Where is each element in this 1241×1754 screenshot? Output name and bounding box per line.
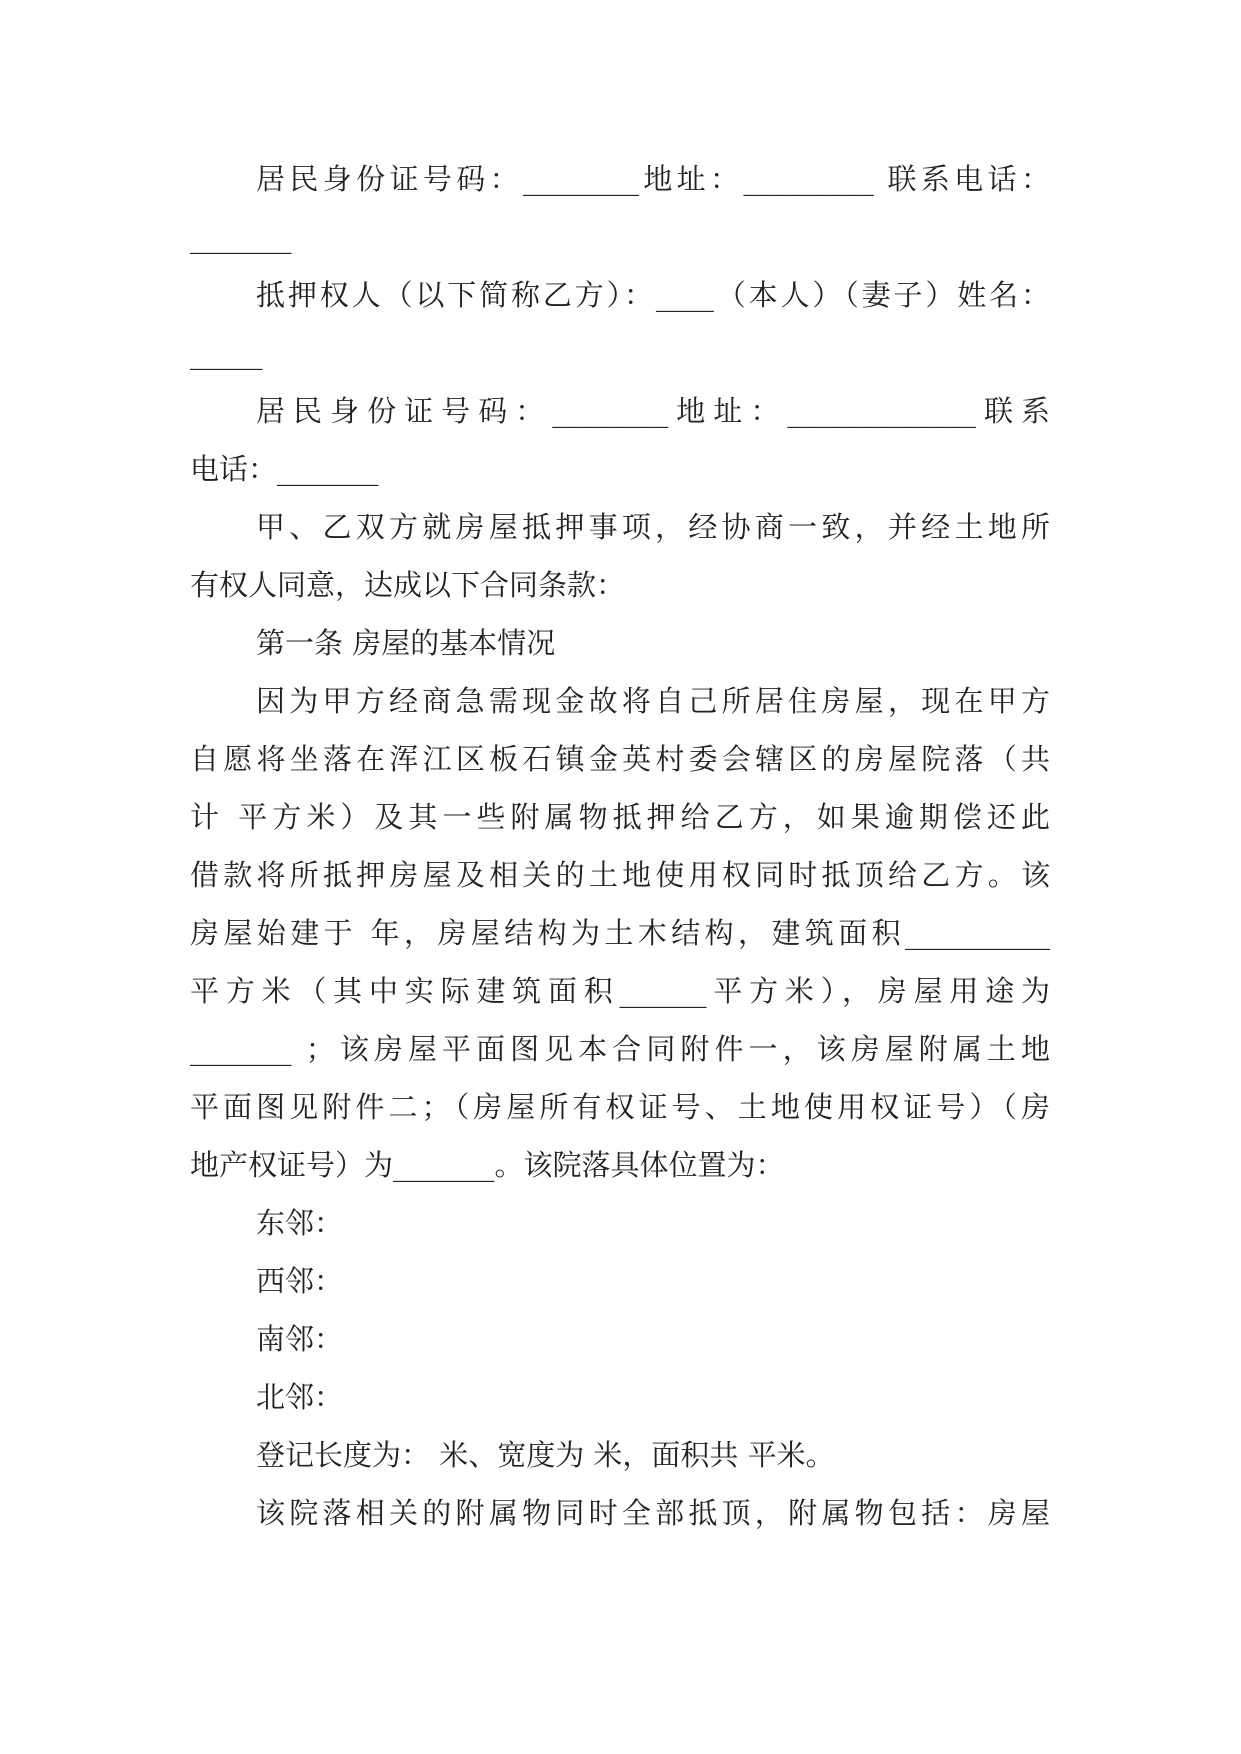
text-line: 平面图见附件二；（房屋所有权证号、土地使用权证号）（房 <box>190 1090 1050 1124</box>
text-line: _______ <box>190 220 292 254</box>
text-line: 自愿将坐落在浑江区板石镇金英村委会辖区的房屋院落（共 <box>190 742 1050 776</box>
text-line: 甲、乙双方就房屋抵押事项，经协商一致，并经土地所 <box>256 510 1050 544</box>
text-line: 抵押权人（以下简称乙方）：____（本人）（妻子）姓名： <box>256 278 1050 312</box>
text-line: 登记长度为： 米、宽度为 米，面积共 平米。 <box>256 1438 835 1472</box>
text-line: _______ ；该房屋平面图见本合同附件一，该房屋附属土地 <box>190 1032 1050 1066</box>
text-line: 借款将所抵押房屋及相关的土地使用权同时抵顶给乙方。该 <box>190 858 1050 892</box>
text-line: 计 平方米）及其一些附属物抵押给乙方，如果逾期偿还此 <box>190 800 1050 834</box>
article-heading: 第一条 房屋的基本情况 <box>256 626 556 660</box>
neighbor-north: 北邻： <box>256 1380 344 1414</box>
text-line: 居民身份证号码：________地址：_________ 联系电话： <box>256 162 1050 196</box>
text-line: 地产权证号）为_______。该院落具体位置为： <box>190 1148 785 1182</box>
text-line: 电话：_______ <box>190 452 379 486</box>
text-line: _____ <box>190 336 263 370</box>
document-body <box>190 150 1050 1542</box>
text-line: 居民身份证号码：________地址：_____________联系 <box>256 394 1050 428</box>
neighbor-east: 东邻： <box>256 1206 344 1240</box>
text-line: 因为甲方经商急需现金故将自己所居住房屋，现在甲方 <box>256 684 1050 718</box>
neighbor-west: 西邻： <box>256 1264 344 1298</box>
text-line: 平方米（其中实际建筑面积______平方米），房屋用途为 <box>190 974 1050 1008</box>
text-line: 有权人同意，达成以下合同条款： <box>190 568 626 602</box>
neighbor-south: 南邻： <box>256 1322 344 1356</box>
text-line: 该院落相关的附属物同时全部抵顶，附属物包括：房屋 <box>256 1496 1050 1530</box>
text-line: 房屋始建于 年，房屋结构为土木结构，建筑面积__________ <box>190 916 1050 950</box>
